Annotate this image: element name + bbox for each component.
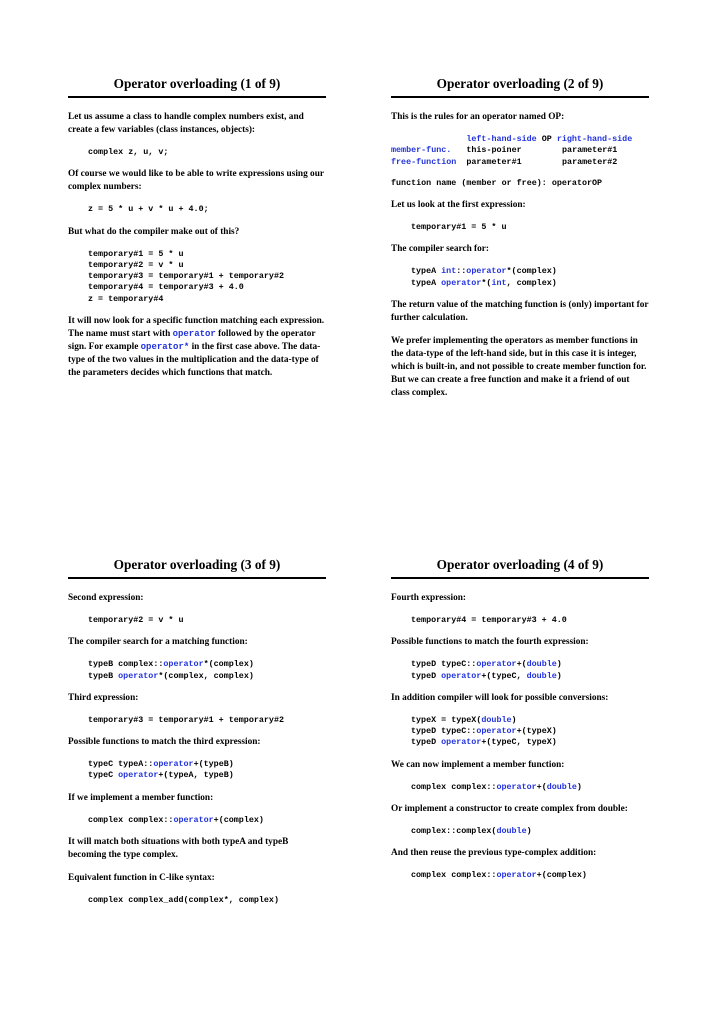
rules-row-label: free-function: [391, 156, 457, 167]
rules-header-rhs: right-hand-side: [556, 134, 633, 144]
paragraph: Or implement a constructor to create complex from double:: [391, 804, 628, 815]
text: followed by the operator sign. For example: [68, 329, 316, 353]
code-line: temporary#3 = temporary#1 + temporary#2: [88, 271, 285, 282]
code-block: temporary#2 = v * u: [88, 615, 184, 625]
code-line: z = temporary#4: [88, 293, 164, 304]
code-line: typeX = typeX(double): [411, 714, 517, 725]
paragraph: Third expression:: [68, 692, 139, 703]
paragraph: But what do the compiler make out of this?: [68, 226, 240, 237]
slide-title: Operator overloading (4 of 9): [391, 557, 649, 579]
code-block: z = 5 * u + v * u + 4.0;: [88, 204, 209, 215]
rules-table: [391, 134, 636, 168]
code-line: complex complex::operator+(double): [411, 781, 582, 792]
rules-header-lhs: left-hand-side: [466, 134, 537, 144]
slide-title: Operator overloading (2 of 9): [391, 76, 649, 98]
text: in the first case above. The data-type of the two values in the multiplication and the data-type of the parameters decides which functions that match.: [68, 342, 321, 379]
slide-title: Operator overloading (1 of 9): [68, 76, 326, 98]
code-line: complex complex::operator+(complex): [411, 870, 587, 881]
slide-1: [68, 76, 326, 390]
code-block: complex complex_add(complex*, complex): [88, 895, 279, 906]
paragraph: The compiler search for:: [391, 244, 490, 255]
inline-code: operator: [172, 329, 216, 340]
slide-3: [68, 557, 326, 916]
code-line: complex::complex(double): [411, 826, 532, 837]
code-block: [88, 759, 326, 782]
text: It will now look for a specific function matching each expression. The name must start with: [68, 316, 325, 340]
rules-cell: this-poiner: [466, 145, 522, 156]
paragraph: And then reuse the previous type-complex addition:: [391, 848, 597, 859]
inline-code: operator*: [140, 342, 190, 353]
rules-row-label: member-func.: [391, 145, 452, 156]
rules-cell: parameter#1: [466, 156, 522, 167]
code-block: temporary#3 = temporary#1 + temporary#2: [88, 714, 285, 725]
code-block: [411, 659, 649, 682]
paragraph: This is the rules for an operator named OP:: [391, 112, 565, 122]
code-line: typeB operator*(complex, complex): [88, 670, 254, 681]
code-block: [411, 266, 649, 289]
paragraph: [68, 315, 326, 380]
paragraph: In addition compiler will look for possible conversions:: [391, 692, 609, 703]
paragraph: Possible functions to match the third expression:: [68, 737, 261, 748]
rules-header-op: OP: [536, 134, 557, 144]
code-line: complex complex::operator+(complex): [88, 814, 264, 825]
code-line: typeC operator+(typeA, typeB): [88, 770, 234, 781]
code-line: typeD typeC::operator+(typeX): [411, 726, 557, 737]
rules-cell: parameter#2: [562, 156, 618, 167]
code-line: typeD typeC::operator+(double): [411, 659, 562, 670]
code-line: typeD operator+(typeC, double): [411, 670, 562, 681]
code-block: [411, 782, 649, 793]
code-block: temporary#4 = temporary#3 + 4.0: [411, 615, 567, 625]
code-block: complex z, u, v;: [88, 147, 169, 157]
paragraph: We can now implement a member function:: [391, 759, 565, 770]
code-line: typeC typeA::operator+(typeB): [88, 759, 234, 770]
slide-2: [391, 76, 649, 410]
code-line: temporary#1 = 5 * u: [88, 248, 184, 259]
paragraph: Of course we would like to be able to write expressions using our complex numbers:: [68, 169, 324, 193]
paragraph: The compiler search for a matching function:: [68, 637, 248, 648]
paragraph: Let us assume a class to handle complex numbers exist, and create a few variables (class instances, objects):: [68, 112, 304, 135]
code-line: typeA int::operator*(complex): [411, 266, 557, 277]
paragraph: It will match both situations with both typeA and typeB becoming the type complex.: [68, 837, 289, 861]
code-block: temporary#1 = 5 * u: [411, 222, 507, 233]
code-line: typeA operator*(int, complex): [411, 277, 557, 288]
paragraph: Fourth expression:: [391, 593, 466, 603]
slide-4: [391, 557, 649, 892]
code-line: temporary#2 = v * u: [88, 259, 184, 270]
paragraph: If we implement a member function:: [68, 792, 214, 803]
paragraph: We prefer implementing the operators as member functions in the data-type of the left-hand side, but in this case it is integer, which is built-in, and not possible to create member function for. But we can create a free function and make it a friend of out class complex.: [391, 336, 647, 399]
paragraph: The return value of the matching function is (only) important for further calculation.: [391, 300, 649, 324]
code-block: function name (member or free): operatorOP: [391, 177, 603, 188]
paragraph: Equivalent function in C-like syntax:: [68, 873, 215, 884]
code-block: [411, 715, 649, 749]
paragraph: Second expression:: [68, 593, 144, 603]
rules-cell: parameter#1: [562, 145, 618, 156]
code-line: typeB complex::operator*(complex): [88, 659, 254, 670]
code-block: [411, 870, 649, 881]
paragraph: Possible functions to match the fourth expression:: [391, 637, 589, 648]
paragraph: Let us look at the first expression:: [391, 200, 526, 211]
code-line: typeD operator+(typeC, typeX): [411, 737, 557, 748]
code-block: [88, 815, 326, 826]
code-block: [411, 826, 649, 837]
slide-title: Operator overloading (3 of 9): [68, 557, 326, 579]
code-line: temporary#4 = temporary#3 + 4.0: [88, 282, 244, 293]
code-block: [88, 249, 326, 305]
code-block: [88, 659, 326, 682]
